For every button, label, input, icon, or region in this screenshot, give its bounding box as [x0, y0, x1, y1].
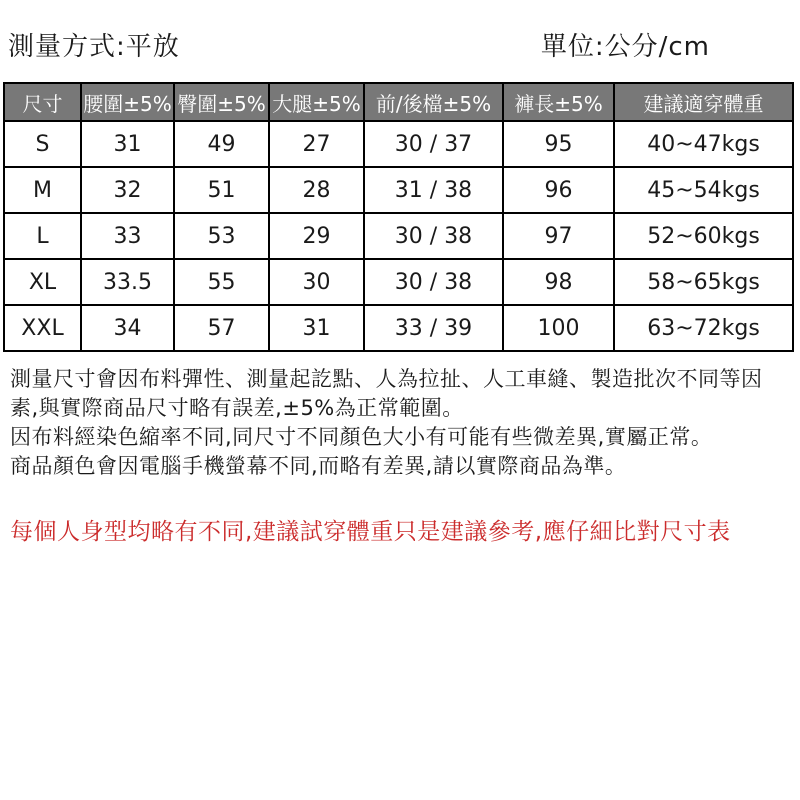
note-line: 素,與實際商品尺寸略有誤差,±5%為正常範圍。 [10, 396, 464, 420]
cell-thigh: 31 [269, 305, 364, 351]
cell-rise: 33 / 39 [364, 305, 503, 351]
cell-thigh: 29 [269, 213, 364, 259]
cell-size: S [4, 121, 81, 167]
cell-waist: 31 [81, 121, 174, 167]
table-row-xl [4, 259, 793, 305]
table-row-s [4, 121, 793, 167]
cell-thigh: 28 [269, 167, 364, 213]
cell-hip: 51 [174, 167, 269, 213]
unit-label: 單位:公分/cm [540, 32, 710, 62]
cell-weight: 63~72kgs [614, 305, 793, 351]
column-header-waist: 腰圍±5% [81, 83, 174, 121]
cell-length: 96 [503, 167, 614, 213]
cell-weight: 52~60kgs [614, 213, 793, 259]
cell-thigh: 27 [269, 121, 364, 167]
cell-waist: 34 [81, 305, 174, 351]
cell-length: 100 [503, 305, 614, 351]
table-row-l [4, 213, 793, 259]
cell-weight: 58~65kgs [614, 259, 793, 305]
cell-hip: 53 [174, 213, 269, 259]
note-line: 因布料經染色縮率不同,同尺寸不同顏色大小有可能有些微差異,實屬正常。 [10, 425, 713, 449]
note-line: 商品顏色會因電腦手機螢幕不同,而略有差異,請以實際商品為準。 [10, 454, 627, 478]
cell-rise: 30 / 38 [364, 213, 503, 259]
column-header-rise: 前/後檔±5% [364, 83, 503, 121]
cell-length: 95 [503, 121, 614, 167]
column-header-hip: 臀圍±5% [174, 83, 269, 121]
cell-size: XXL [4, 305, 81, 351]
cell-hip: 57 [174, 305, 269, 351]
cell-waist: 33 [81, 213, 174, 259]
title-bar [0, 0, 800, 63]
cell-rise: 30 / 37 [364, 121, 503, 167]
cell-hip: 55 [174, 259, 269, 305]
column-header-thigh: 大腿±5% [269, 83, 364, 121]
measurement-notes [10, 365, 790, 481]
cell-rise: 30 / 38 [364, 259, 503, 305]
column-header-weight: 建議適穿體重 [614, 83, 793, 121]
cell-weight: 45~54kgs [614, 167, 793, 213]
cell-rise: 31 / 38 [364, 167, 503, 213]
fit-warning-text: 每個人身型均略有不同,建議試穿體重只是建議參考,應仔細比對尺寸表 [10, 519, 731, 545]
column-header-size: 尺寸 [4, 83, 81, 121]
cell-waist: 33.5 [81, 259, 174, 305]
note-line: 測量尺寸會因布料彈性、測量起訖點、人為拉扯、人工車縫、製造批次不同等因 [10, 367, 763, 391]
cell-waist: 32 [81, 167, 174, 213]
table-row-m [4, 167, 793, 213]
column-header-length: 褲長±5% [503, 83, 614, 121]
cell-thigh: 30 [269, 259, 364, 305]
cell-weight: 40~47kgs [614, 121, 793, 167]
cell-length: 98 [503, 259, 614, 305]
cell-size: L [4, 213, 81, 259]
cell-size: M [4, 167, 81, 213]
table-row-xxl [4, 305, 793, 351]
cell-size: XL [4, 259, 81, 305]
cell-length: 97 [503, 213, 614, 259]
size-chart-table [3, 82, 794, 352]
table-header-row [4, 83, 793, 121]
cell-hip: 49 [174, 121, 269, 167]
measure-method-label: 測量方式:平放 [8, 32, 180, 62]
